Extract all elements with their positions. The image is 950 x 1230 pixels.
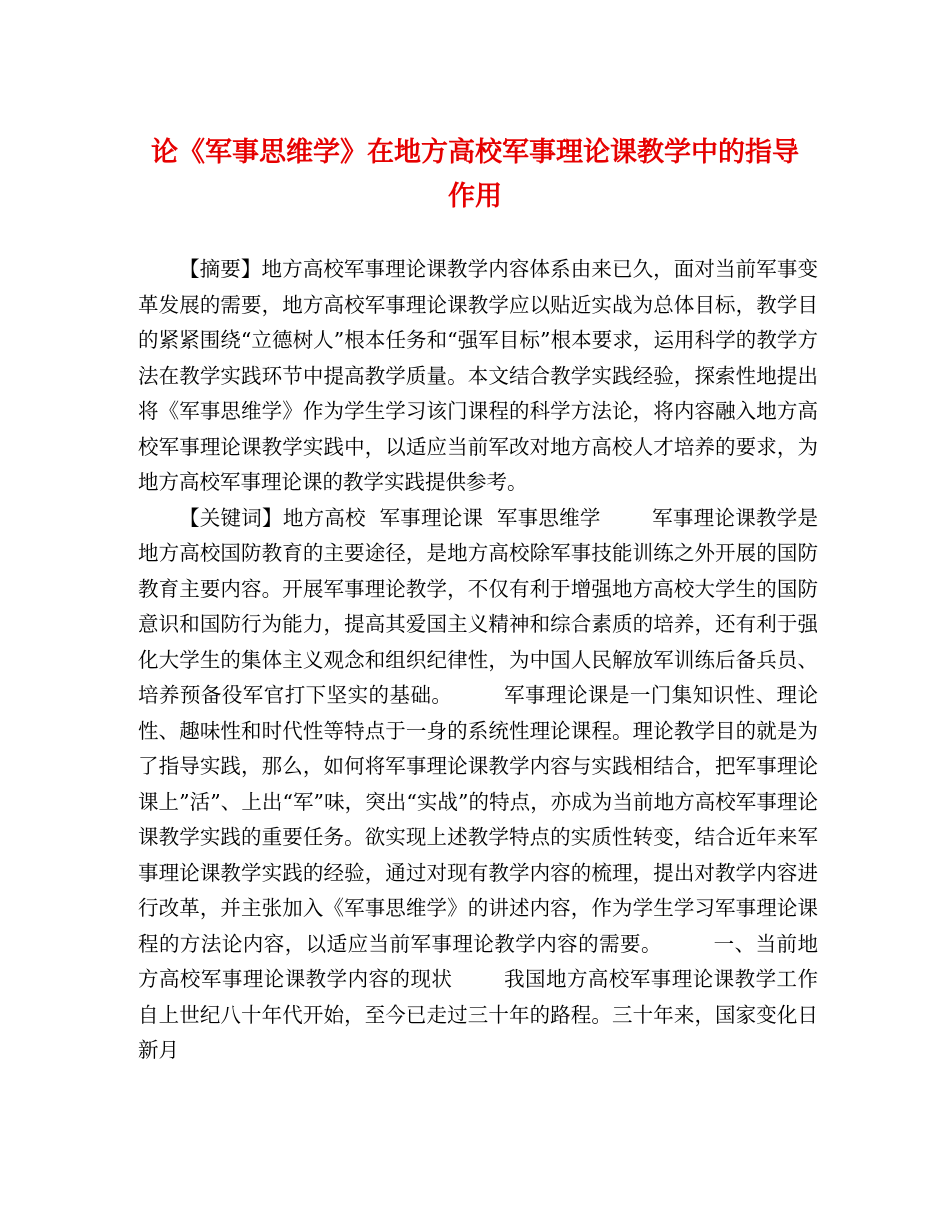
body-paragraph-2: 军事理论课是一门集知识性、理论性、趣味性和时代性等特点于一身的系统性理论课程。理论教学目的就是为了指导实践，那么，如何将军事理论课教学内容与实践相结合，把军事理论课上”活”、上出“军”味，突出“实战”的特点，亦成为当前地方高校军事理论课教学实践的重要任务。欲实现上述教学特点的实质性转变，结合近年来军事理论课教学实践的经验，通过对现有教学内容的梳理，提出对教学内容进行改革，并主张加入《军事思维学》的讲述内容，作为学生学习军事理论课程的方法论内容，以适应当前军事理论教学内容的需要。 [138,683,818,956]
keywords-paragraph [138,501,818,1069]
keywords-label: 【关键词】 [179,505,283,530]
keywords-text: 地方高校 军事理论课 军事思维学 [282,505,601,530]
document-title-line-2: 作用 [448,181,502,212]
document-title-line-1: 论《军事思维学》在地方高校军事理论课教学中的指导 [151,137,799,168]
body-paragraph-1: 军事理论课教学是地方高校国防教育的主要途径，是地方高校除军事技能训练之外开展的国防教育主要内容。开展军事理论教学，不仅有利于增强地方高校大学生的国防意识和国防行为能力，提高其爱国主义精神和综合素质的培养，还有利于强化大学生的集体主义观念和组织纪律性，为中国人民解放军训练后备兵员、培养预备役军官打下坚实的基础。 [138,505,818,707]
section-heading-1: 一、当前地方高校军事理论课教学内容的现状 [138,931,819,991]
abstract-paragraph [138,252,818,501]
abstract-text: 地方高校军事理论课教学内容体系由来已久，面对当前军事变革发展的需要，地方高校军事理论课教学应以贴近实战为总体目标，教学目的紧紧围绕“立德树人”根本任务和“强军目标”根本要求，运用科学的教学方法在教学实践环节中提高教学质量。本文结合教学实践经验，探索性地提出将《军事思维学》作为学生学习该门课程的科学方法论，将内容融入地方高校军事理论课教学实践中，以适应当前军改对地方高校人才培养的要求，为地方高校军事理论课的教学实践提供参考。 [138,257,819,494]
body-paragraph-3: 我国地方高校军事理论课教学工作自上世纪八十年代开始，至今已走过三十年的路程。三十年来，国家变化日新月 [138,967,818,1062]
document-body [138,252,818,1069]
abstract-label: 【摘要】 [179,257,262,281]
